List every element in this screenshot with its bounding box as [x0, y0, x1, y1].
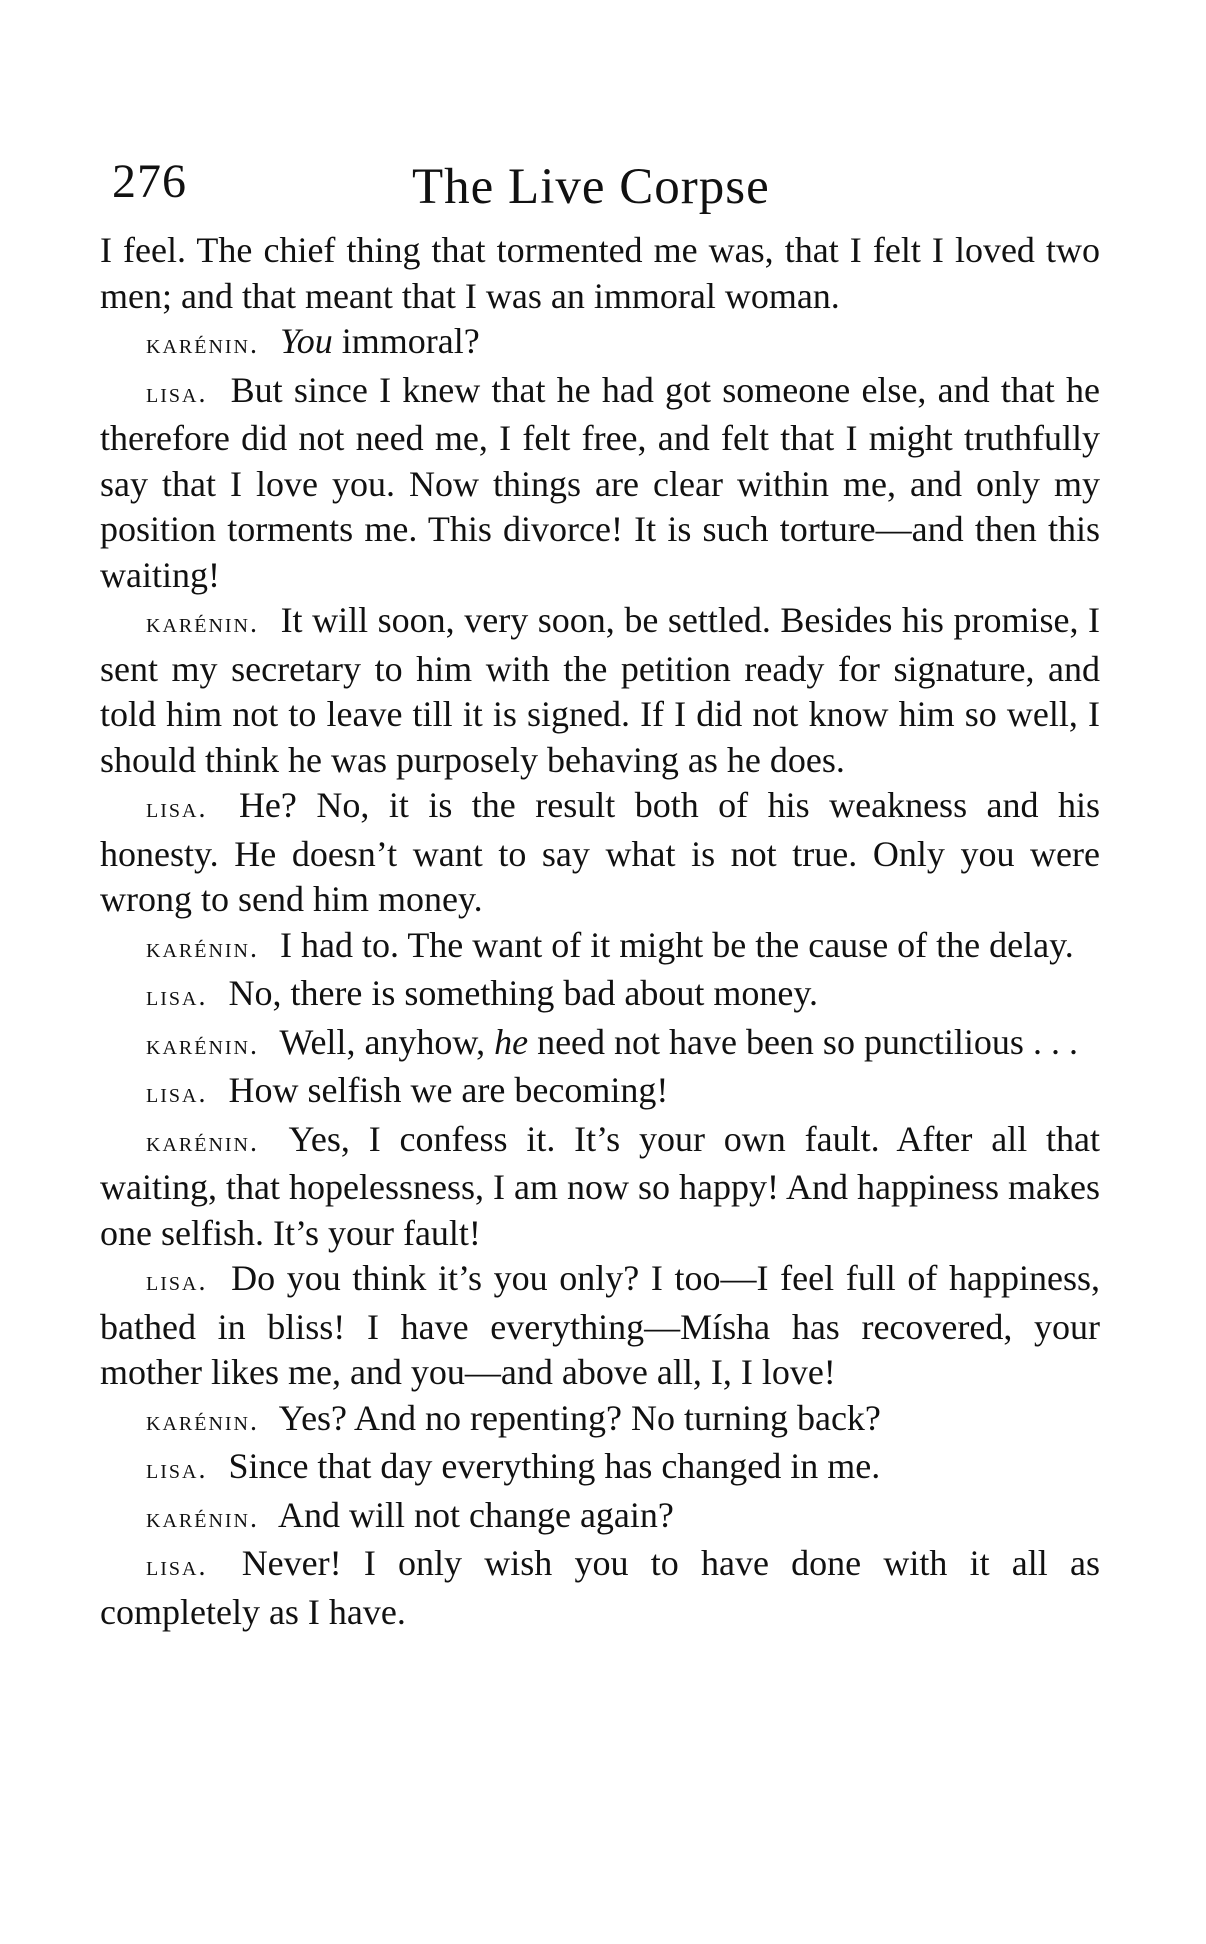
- dialogue-paragraph: [100, 923, 1100, 972]
- speaker-name: karénin.: [146, 1126, 259, 1158]
- dialogue-text: And will not change again?: [278, 1494, 674, 1535]
- dialogue-paragraph: [100, 971, 1100, 1020]
- dialogue-text: need not have been so punctilious . . .: [528, 1021, 1078, 1062]
- dialogue-paragraph: [100, 783, 1100, 923]
- page-header: [112, 155, 1112, 228]
- dialogue-paragraph: [100, 1444, 1100, 1493]
- paragraph-continuation: [100, 228, 1100, 319]
- dialogue-paragraph: [100, 1117, 1100, 1257]
- speaker-name: karénin.: [146, 1502, 259, 1534]
- body-text: [100, 228, 1100, 1635]
- speaker-name: karénin.: [146, 329, 259, 360]
- italic-text: You: [280, 321, 333, 361]
- italic-text: he: [494, 1021, 529, 1062]
- speaker-name: karénin.: [146, 932, 259, 964]
- dialogue-paragraph: [100, 1493, 1100, 1542]
- speaker-name: lisa.: [146, 1078, 208, 1109]
- speaker-name: lisa.: [146, 377, 208, 409]
- dialogue-text: How selfish we are becoming!: [228, 1070, 669, 1110]
- dialogue-paragraph: [100, 368, 1100, 599]
- page-number: 276: [112, 155, 187, 208]
- speaker-name: karénin.: [146, 1029, 259, 1061]
- speaker-name: karénin.: [146, 608, 259, 639]
- dialogue-text: Yes, I confess it. It’s your own fault. After all that waiting, that hopelessness, I am now so happy! And happiness makes one selfish. It’s your fault!: [100, 1118, 1100, 1253]
- dialogue-paragraph: [100, 1020, 1100, 1069]
- dialogue-text: immoral?: [332, 321, 480, 361]
- dialogue-paragraph: [100, 1068, 1100, 1117]
- speaker-name: lisa.: [146, 981, 208, 1012]
- speaker-name: lisa.: [146, 1551, 208, 1582]
- dialogue-paragraph: [100, 1396, 1100, 1445]
- paragraph-text: I feel. The chief thing that tormented me was, that I felt I loved two men; and that meant that I was an immoral woman.: [100, 230, 1100, 316]
- dialogue-paragraph: [100, 1541, 1100, 1635]
- speaker-name: lisa.: [146, 1454, 208, 1485]
- dialogue-text: Do you think it’s you only? I too—I feel full of happiness, bathed in bliss! I have everything—Mísha has recovered, your mother likes me, and you—and above all, I, I love!: [100, 1258, 1100, 1392]
- dialogue-text: Never! I only wish you to have done with it all as completely as I have.: [100, 1543, 1100, 1632]
- dialogue-text: Since that day everything has changed in me.: [228, 1446, 881, 1486]
- speaker-name: lisa.: [146, 793, 208, 824]
- dialogue-text: He? No, it is the result both of his weakness and his honesty. He doesn’t want to say what is not true. Only you were wrong to send him money.: [100, 785, 1101, 919]
- dialogue-paragraph: [100, 319, 1100, 368]
- speaker-name: lisa.: [146, 1266, 208, 1297]
- speaker-name: karénin.: [146, 1405, 259, 1437]
- dialogue-text: I had to. The want of it might be the cause of the delay.: [280, 924, 1074, 965]
- dialogue-text: It will soon, very soon, be settled. Besides his promise, I sent my secretary to him with the petition ready for signature, and told him not to leave till it is signed. If I did not know him so well, I should think he was purposely behaving as he does.: [100, 600, 1101, 780]
- dialogue-paragraph: [100, 1256, 1100, 1396]
- dialogue-paragraph: [100, 598, 1100, 783]
- dialogue-text: No, there is something bad about money.: [228, 973, 819, 1013]
- dialogue-text: Yes? And no repenting? No turning back?: [278, 1397, 881, 1438]
- running-title: The Live Corpse: [412, 159, 770, 215]
- dialogue-text: Well, anyhow,: [279, 1021, 495, 1062]
- dialogue-text: But since I knew that he had got someone else, and that he therefore did not need me, I felt free, and felt that I might truthfully say that I love you. Now things are clear within me, and only my position torments me. This divorce! It is such torture—and then this waiting!: [100, 369, 1101, 595]
